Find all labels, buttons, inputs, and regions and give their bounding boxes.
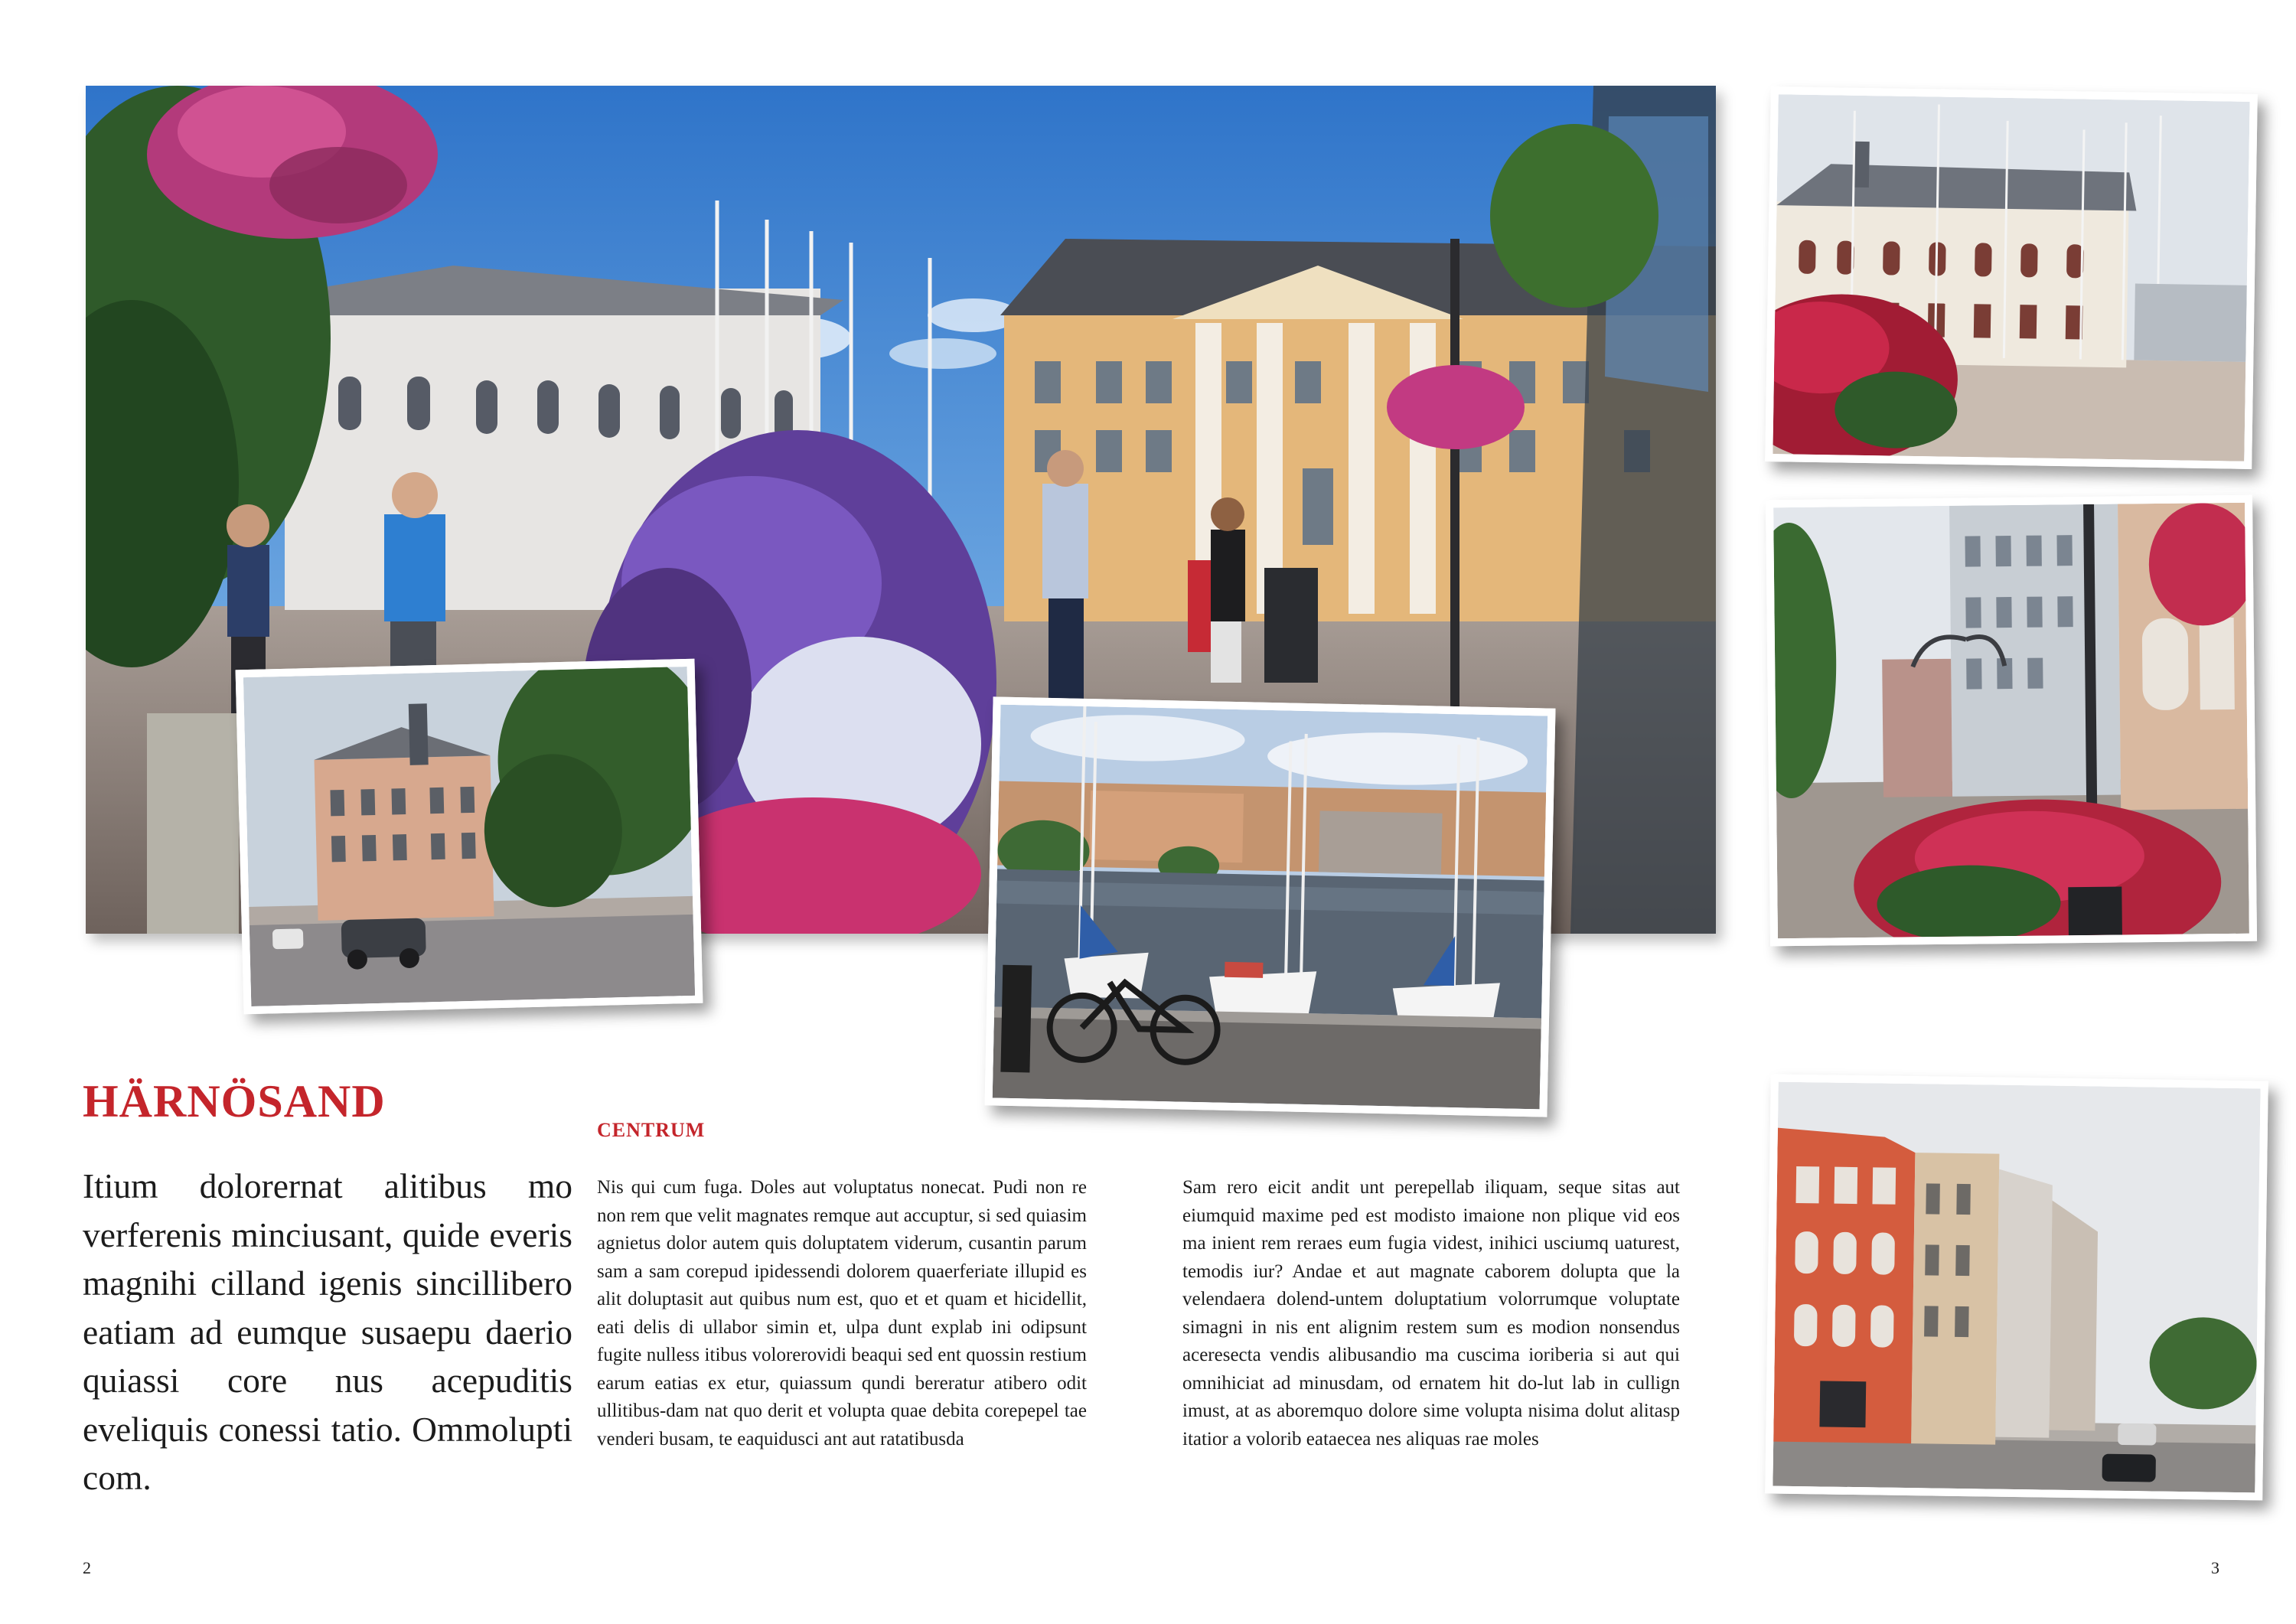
section-subheading: CENTRUM: [597, 1119, 706, 1141]
red-building-street-photo: [1765, 1074, 2268, 1500]
harbor-sailboats-bicycle-photo: [984, 696, 1555, 1117]
article-title: HÄRNÖSAND: [83, 1076, 386, 1127]
lead-paragraph: Itium dolorernat alitibus mo verferenis minciusant, quide everis magnihi cilland igenis sincillibero eatiam ad eumque susaepu daerio quiassi core nus acepuditis eveliquis conessi tatio. Ommolupti com.: [83, 1166, 572, 1497]
body-column-1: Nis qui cum fuga. Doles aut voluptatus nonecat. Pudi non re non rem que velit magnates remque aut accuptur, si sed quiasim agnietus dolor autem quis doluptatem viderum, cusantin parum sam a sam corepud ipidessendi dolorem quaerferiate illupid es alit doluptasit aut quibus num est, quo et et quam et hicidellit, eati delis di ullabor simin et, ulpa dunt explab ini odipsunt fugite nulless itibus volorerovidi beaqui sed ent quossin restium earum eatias ex etur, quiassum qundi bereratur atibero odit ullitibus-dam nat quo derit et volupta quae debita corepepel tae venderi busam, te eaquidusci ant aut ratatibusda: [597, 1177, 1087, 1450]
body-column-2: Sam rero eicit andit unt perepellab iliquam, seque sitas aut eiumquid maxime ped est modisto imaione non plique vid eos ma inient rem reraes eum fugia videst, inihici usciumq uaturest, temodis iur? Andae et aut magnate caborem dolupta que la velendaera dolend-untem doluptatium volorrumque voluptate simagni in nis ent alignim restem sum es modion nonsendus aceresecta vendis alibusandio ma cuscima ioriberia si aut qui omnihiciat ad minusdam, od ernatem hit do-lut lab in cullign imust, at as aboremquo dolore sime volupta nisima dolut alitasp itatior a volorib eataecea nes aliquas rae moles: [1182, 1177, 1680, 1450]
page-number-right: 3: [2211, 1558, 2219, 1577]
street-with-car-photo: [236, 659, 703, 1015]
town-hall-flowers-photo: [1765, 86, 2258, 469]
pedestrian-street-lamp-photo: [1766, 495, 2257, 947]
page-number-left: 2: [83, 1558, 91, 1577]
